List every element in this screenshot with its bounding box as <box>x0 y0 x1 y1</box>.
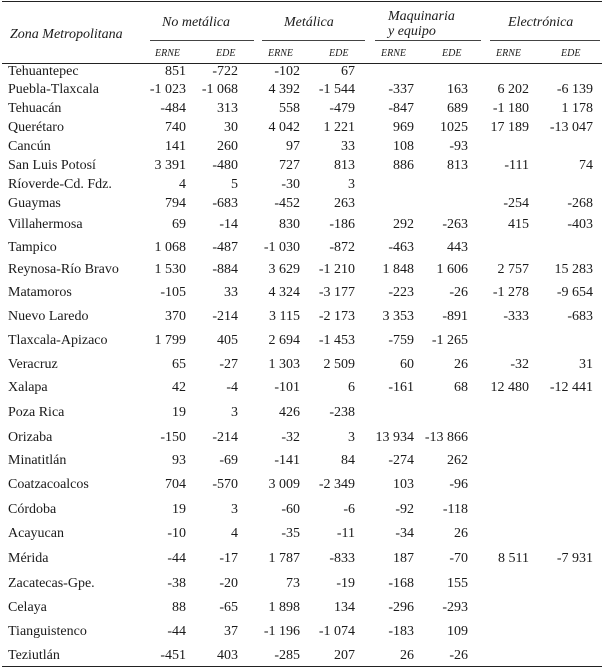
row-value-cell: 134 <box>334 600 355 615</box>
sub-header-electronica-erne: ERNE <box>496 48 521 59</box>
sub-header-electronica-ede: EDE <box>561 48 581 59</box>
row-value-cell: -4 <box>226 380 238 395</box>
row-value-cell: 1 898 <box>268 600 300 615</box>
group-underline-metalica <box>262 40 365 41</box>
row-value-cell: -150 <box>160 430 186 445</box>
row-value-cell: -27 <box>219 357 238 372</box>
row-value-cell: 108 <box>393 139 414 154</box>
group-underline-no-metalica <box>150 40 254 41</box>
row-value-cell: -2 173 <box>318 309 355 324</box>
row-value-cell: 30 <box>224 120 238 135</box>
row-value-cell: -161 <box>388 380 414 395</box>
row-value-cell: -11 <box>336 526 355 541</box>
row-value-cell: 37 <box>224 624 238 639</box>
row-value-cell: 3 353 <box>382 309 414 324</box>
row-zona-name: Coatzacoalcos <box>8 477 89 492</box>
row-value-cell: 74 <box>579 158 593 173</box>
row-value-cell: -186 <box>329 217 355 232</box>
row-value-cell: -1 030 <box>263 240 300 255</box>
row-value-cell: 42 <box>172 380 186 395</box>
row-value-cell: -96 <box>449 477 468 492</box>
row-value-cell: -274 <box>388 453 414 468</box>
row-zona-name: Tehuantepec <box>8 64 79 79</box>
row-value-cell: -30 <box>281 177 300 192</box>
row-value-cell: 97 <box>286 139 300 154</box>
row-value-cell: 1 606 <box>436 262 468 277</box>
row-value-cell: 830 <box>279 217 300 232</box>
row-value-cell: 1 799 <box>154 333 186 348</box>
row-value-cell: 3 <box>348 430 355 445</box>
row-value-cell: -1 278 <box>492 285 529 300</box>
row-zona-name: Tlaxcala-Apizaco <box>8 333 108 348</box>
sub-header-maquinaria-ede: EDE <box>442 48 462 59</box>
row-value-cell: -7 931 <box>556 551 593 566</box>
row-value-cell: 155 <box>447 576 468 591</box>
row-value-cell: 2 694 <box>268 333 300 348</box>
row-value-cell: 4 <box>179 177 186 192</box>
row-value-cell: 704 <box>165 477 186 492</box>
group-header-electronica: Electrónica <box>508 15 574 30</box>
row-value-cell: 68 <box>454 380 468 395</box>
group-header-maquinaria-line2: y equipo <box>388 24 436 39</box>
row-value-cell: -1 196 <box>263 624 300 639</box>
row-zona-name: Guaymas <box>8 196 61 211</box>
row-zona-name: San Luis Potosí <box>8 158 96 173</box>
row-value-cell: -1 453 <box>318 333 355 348</box>
row-value-cell: -333 <box>503 309 529 324</box>
row-value-cell: -479 <box>329 101 355 116</box>
row-value-cell: -337 <box>388 82 414 97</box>
row-value-cell: 1025 <box>440 120 468 135</box>
group-underline-electronica <box>490 40 600 41</box>
row-value-cell: -141 <box>274 453 300 468</box>
row-value-cell: 65 <box>172 357 186 372</box>
row-value-cell: -69 <box>219 453 238 468</box>
row-value-cell: 313 <box>217 101 238 116</box>
row-value-cell: -570 <box>212 477 238 492</box>
row-value-cell: 103 <box>393 477 414 492</box>
row-value-cell: -65 <box>219 600 238 615</box>
row-value-cell: -3 177 <box>318 285 355 300</box>
row-value-cell: 69 <box>172 217 186 232</box>
row-value-cell: -223 <box>388 285 414 300</box>
row-value-cell: -6 139 <box>556 82 593 97</box>
row-zona-name: Córdoba <box>8 502 57 517</box>
sub-header-no-metalica-ede: EDE <box>216 48 236 59</box>
row-value-cell: 8 511 <box>498 551 529 566</box>
row-value-cell: 93 <box>172 453 186 468</box>
row-zona-name: Tehuacán <box>8 101 62 116</box>
row-value-cell: 4 <box>231 526 238 541</box>
row-zona-name: Matamoros <box>8 285 72 300</box>
group-underline-maquinaria <box>375 40 481 41</box>
row-value-cell: 4 392 <box>268 82 300 97</box>
row-value-cell: 33 <box>341 139 355 154</box>
row-value-cell: 4 042 <box>268 120 300 135</box>
row-value-cell: 3 <box>231 405 238 420</box>
row-zona-name: Cancún <box>8 139 51 154</box>
row-value-cell: -847 <box>388 101 414 116</box>
row-value-cell: 141 <box>165 139 186 154</box>
row-value-cell: 88 <box>172 600 186 615</box>
row-value-cell: -759 <box>388 333 414 348</box>
group-header-metalica: Metálica <box>284 15 334 30</box>
row-value-cell: 1 787 <box>268 551 300 566</box>
zona-header: Zona Metropolitana <box>10 27 123 42</box>
row-value-cell: -70 <box>449 551 468 566</box>
row-value-cell: -1 074 <box>318 624 355 639</box>
row-value-cell: 15 283 <box>554 262 593 277</box>
sub-header-no-metalica-erne: ERNE <box>155 48 180 59</box>
row-value-cell: 3 009 <box>268 477 300 492</box>
row-value-cell: -214 <box>212 430 238 445</box>
row-zona-name: Xalapa <box>8 380 48 395</box>
row-value-cell: 12 480 <box>490 380 529 395</box>
row-value-cell: -10 <box>167 526 186 541</box>
row-value-cell: -111 <box>504 158 529 173</box>
row-value-cell: 415 <box>508 217 529 232</box>
row-value-cell: 163 <box>447 82 468 97</box>
row-value-cell: -1 210 <box>318 262 355 277</box>
row-value-cell: 67 <box>341 64 355 79</box>
row-value-cell: -238 <box>329 405 355 420</box>
row-value-cell: -44 <box>167 551 186 566</box>
row-value-cell: -118 <box>442 502 468 517</box>
row-value-cell: -20 <box>219 576 238 591</box>
row-value-cell: -93 <box>449 139 468 154</box>
row-value-cell: 262 <box>447 453 468 468</box>
sub-header-metalica-erne: ERNE <box>268 48 293 59</box>
row-value-cell: 1 221 <box>323 120 355 135</box>
row-value-cell: 73 <box>286 576 300 591</box>
row-value-cell: 13 934 <box>375 430 414 445</box>
row-value-cell: 558 <box>279 101 300 116</box>
row-value-cell: -19 <box>336 576 355 591</box>
row-value-cell: -833 <box>329 551 355 566</box>
row-zona-name: Mérida <box>8 551 49 566</box>
row-zona-name: Minatitlán <box>8 453 67 468</box>
row-value-cell: 3 115 <box>269 309 300 324</box>
row-value-cell: -487 <box>212 240 238 255</box>
row-value-cell: -722 <box>212 64 238 79</box>
row-value-cell: -168 <box>388 576 414 591</box>
row-value-cell: 109 <box>447 624 468 639</box>
row-value-cell: 1 178 <box>561 101 593 116</box>
row-value-cell: -13 866 <box>424 430 468 445</box>
row-value-cell: -17 <box>219 551 238 566</box>
row-value-cell: -1 068 <box>201 82 238 97</box>
row-value-cell: 33 <box>224 285 238 300</box>
row-value-cell: 1 848 <box>382 262 414 277</box>
row-value-cell: 813 <box>334 158 355 173</box>
row-value-cell: -9 654 <box>556 285 593 300</box>
row-value-cell: 3 <box>348 177 355 192</box>
row-value-cell: -1 265 <box>431 333 468 348</box>
row-value-cell: -13 047 <box>549 120 593 135</box>
row-value-cell: 3 <box>231 502 238 517</box>
row-zona-name: Tianguistenco <box>8 624 87 639</box>
row-value-cell: 1 303 <box>268 357 300 372</box>
row-value-cell: -6 <box>343 502 355 517</box>
row-value-cell: -296 <box>388 600 414 615</box>
group-header-no-metalica: No metálica <box>162 15 231 30</box>
row-zona-name: Acayucan <box>8 526 64 541</box>
row-value-cell: 19 <box>172 405 186 420</box>
row-value-cell: -214 <box>212 309 238 324</box>
row-zona-name: Reynosa-Río Bravo <box>8 262 119 277</box>
row-value-cell: -1 180 <box>492 101 529 116</box>
row-value-cell: -872 <box>329 240 355 255</box>
row-value-cell: -44 <box>167 624 186 639</box>
row-value-cell: -403 <box>567 217 593 232</box>
row-value-cell: -683 <box>567 309 593 324</box>
row-value-cell: 31 <box>579 357 593 372</box>
row-value-cell: -14 <box>219 217 238 232</box>
row-value-cell: 292 <box>393 217 414 232</box>
row-value-cell: -480 <box>212 158 238 173</box>
row-value-cell: -2 349 <box>318 477 355 492</box>
row-value-cell: -32 <box>281 430 300 445</box>
group-header-maquinaria-line1: Maquinaria <box>388 9 455 24</box>
row-value-cell: 260 <box>217 139 238 154</box>
row-value-cell: 403 <box>217 648 238 663</box>
row-value-cell: -35 <box>281 526 300 541</box>
row-value-cell: -92 <box>395 502 414 517</box>
row-value-cell: 26 <box>400 648 414 663</box>
row-value-cell: 5 <box>231 177 238 192</box>
row-value-cell: -285 <box>274 648 300 663</box>
row-value-cell: -463 <box>388 240 414 255</box>
row-value-cell: -38 <box>167 576 186 591</box>
row-value-cell: 19 <box>172 502 186 517</box>
row-value-cell: 207 <box>334 648 355 663</box>
row-value-cell: 370 <box>165 309 186 324</box>
row-value-cell: -1 544 <box>318 82 355 97</box>
row-value-cell: 84 <box>341 453 355 468</box>
row-value-cell: 26 <box>454 526 468 541</box>
row-zona-name: Poza Rica <box>8 405 65 420</box>
row-value-cell: -254 <box>503 196 529 211</box>
row-value-cell: -884 <box>212 262 238 277</box>
row-value-cell: -891 <box>442 309 468 324</box>
row-value-cell: -34 <box>395 526 414 541</box>
row-value-cell: 4 324 <box>268 285 300 300</box>
row-value-cell: 443 <box>447 240 468 255</box>
row-value-cell: 263 <box>334 196 355 211</box>
row-zona-name: Nuevo Laredo <box>8 309 89 324</box>
row-zona-name: Puebla-Tlaxcala <box>8 82 99 97</box>
row-value-cell: 426 <box>279 405 300 420</box>
bottom-rule <box>2 666 602 667</box>
row-value-cell: -268 <box>567 196 593 211</box>
row-value-cell: 60 <box>400 357 414 372</box>
row-zona-name: Orizaba <box>8 430 53 445</box>
row-value-cell: 3 391 <box>154 158 186 173</box>
sub-header-maquinaria-erne: ERNE <box>381 48 406 59</box>
row-value-cell: 727 <box>279 158 300 173</box>
row-value-cell: 969 <box>393 120 414 135</box>
row-zona-name: Teziutlán <box>8 648 60 663</box>
row-value-cell: -183 <box>388 624 414 639</box>
row-value-cell: 886 <box>393 158 414 173</box>
row-value-cell: -26 <box>449 648 468 663</box>
row-value-cell: 689 <box>447 101 468 116</box>
row-value-cell: -683 <box>212 196 238 211</box>
row-value-cell: 1 530 <box>154 262 186 277</box>
row-value-cell: -293 <box>442 600 468 615</box>
row-value-cell: 851 <box>165 64 186 79</box>
row-value-cell: 794 <box>165 196 186 211</box>
row-value-cell: 2 757 <box>497 262 529 277</box>
row-value-cell: -26 <box>449 285 468 300</box>
row-value-cell: 26 <box>454 357 468 372</box>
top-rule <box>2 1 602 2</box>
row-value-cell: 6 <box>348 380 355 395</box>
row-value-cell: -263 <box>442 217 468 232</box>
row-zona-name: Tampico <box>8 240 57 255</box>
row-zona-name: Villahermosa <box>8 217 83 232</box>
row-value-cell: -484 <box>160 101 186 116</box>
row-zona-name: Ríoverde-Cd. Fdz. <box>8 177 112 192</box>
row-value-cell: -12 441 <box>549 380 593 395</box>
row-value-cell: -451 <box>160 648 186 663</box>
row-zona-name: Zacatecas-Gpe. <box>8 576 95 591</box>
row-value-cell: 740 <box>165 120 186 135</box>
row-value-cell: 1 068 <box>154 240 186 255</box>
row-value-cell: 3 629 <box>268 262 300 277</box>
row-value-cell: 6 202 <box>497 82 529 97</box>
row-value-cell: -105 <box>160 285 186 300</box>
row-value-cell: -32 <box>510 357 529 372</box>
row-value-cell: 813 <box>447 158 468 173</box>
row-value-cell: -1 023 <box>149 82 186 97</box>
row-zona-name: Querétaro <box>8 120 64 135</box>
row-value-cell: 405 <box>217 333 238 348</box>
row-zona-name: Veracruz <box>8 357 58 372</box>
row-value-cell: -102 <box>274 64 300 79</box>
row-value-cell: 187 <box>393 551 414 566</box>
row-value-cell: 17 189 <box>490 120 529 135</box>
sub-header-metalica-ede: EDE <box>329 48 349 59</box>
row-value-cell: -452 <box>274 196 300 211</box>
row-zona-name: Celaya <box>8 600 47 615</box>
row-value-cell: 2 509 <box>323 357 355 372</box>
row-value-cell: -60 <box>281 502 300 517</box>
row-value-cell: -101 <box>274 380 300 395</box>
